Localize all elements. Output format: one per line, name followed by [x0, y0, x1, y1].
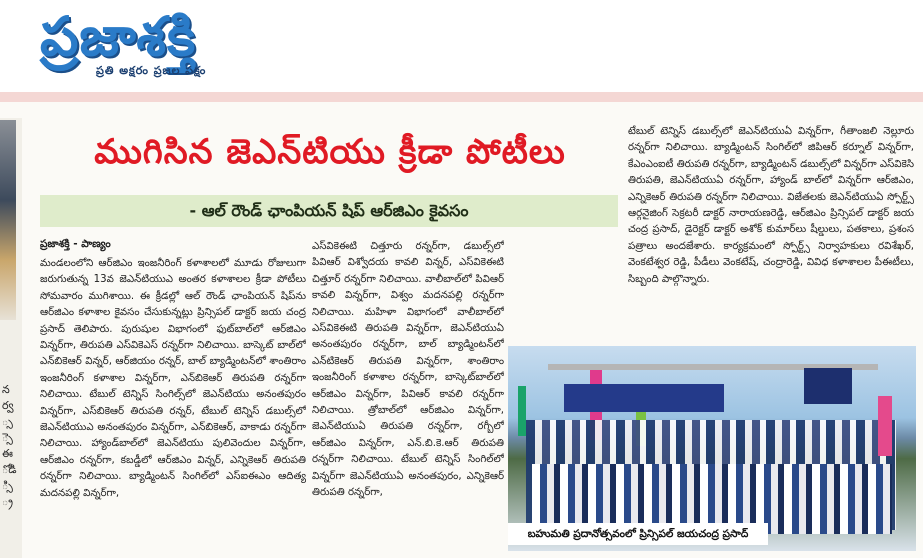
newspaper-logo: ప్రజాశక్తి — [40, 5, 197, 68]
article-column-3: టేబుల్‌ టెన్నిస్‌ డబుల్స్‌లో జెఎన్‌టియుఏ విన్నర్‌గా, గీతాంజలి నెల్లూరు రన్నర్‌గా నిలిచాయి. బ్యాడ్మింటన్‌ సింగిల్‌లో జిపిఆర్‌ కర్నూల్‌ విన్నర్‌గా, కేఎంఎంఐటీ తిరుపతి రన్నర్‌గా, బ్యాడ్మింటన్‌ డబుల్స్‌లో విన్నర్‌గా ఎస్‌వికెసి తిరుపతి, జెఎన్‌టియుఏ రన్నర్‌గా, హ్యాండ్‌ బాల్‌లో విన్నర్‌గా ఆర్‌జిఎం, ఎన్నికెఆర్‌ తిరుపతి రన్నర్‌గా నిలిచాయి. విజేతలకు జెఎన్‌టియుఏ స్పోర్ట్స్‌ ఆర్గనైజింగ్‌ సెక్రటరీ డాక్టర్‌ నారాయణరెడ్డి, ఆర్‌జిఎం ప్రిన్సిపల్‌ డాక్టర్‌ జయ చంద్ర ప్రసాద్‌, డైరెక్టర్‌ డాక్టర్‌ అశోక్‌ కుమార్‌లు షీల్డులు, పతకాలు, ప్రశంస పత్రాలు అందజేశారు. కార్యక్రమంలో స్పోర్ట్స్‌ నిర్వాహకులు రవిశేఖర్‌, వెంకటేశ్వర రెడ్డి, పీడీలు వెంకటేష్‌, చంద్రారెడ్డి, వివిధ కళాశాలల పీఈటీలు, సిబ్బంది పాల్గొన్నారు. — [628, 126, 914, 285]
prize-distribution-photo — [508, 346, 916, 551]
adjacent-photo — [0, 120, 16, 320]
college-stage-sign — [564, 384, 724, 412]
masthead — [0, 0, 923, 92]
article-dateline: ప్రజాశక్తి - పాణ్యం — [40, 238, 111, 250]
pink-flag — [878, 396, 892, 456]
photo-caption: బహుమతి ప్రదానోత్సవంలో ప్రిన్సిపల్‌ జయచంద్ర ప్రసాద్‌ — [508, 523, 768, 545]
masthead-divider — [0, 92, 923, 102]
green-flag — [518, 386, 526, 436]
article-column-2: ఎస్‌వికెఈటి చిత్తూరు రన్నర్‌గా, డబుల్స్‌లో పివిఆర్‌ విశ్వోదయ కావలి విన్నర్‌, ఎస్‌వికెఈటి చిత్తూర్‌ రన్నర్‌గా నిలిచాయి. వాలీబాల్‌లో పివిఆర్‌ కావలి విన్నర్‌గా, విశ్వం మదనపల్లి రన్నర్‌గా నిలిచాయి. మహిళా విభాగంలో వాలీబాల్‌లో ఎస్‌వికెఈటి తిరుపతి విన్నర్‌గా, జెఎన్‌టియుఏ అనంతపురం రన్నర్‌గా, బాల్‌ బ్యాడ్మింటన్‌లో ఎన్‌టికెఆర్‌ తిరుపతి విన్నర్‌గా, శాంతిరాం ఇంజనీరింగ్‌ కళాశాల రన్నర్‌గా, బాస్కెట్‌బాల్‌లో ఆర్‌జిఎం విన్నర్‌గా, పివిఆర్‌ కావలి రన్నర్‌గా నిలిచాయి. త్రోబాల్‌లో ఆర్‌జిఎం విన్నర్‌గా, జెఎన్‌టియుఏ తిరుపతి రన్నర్‌గా, రగ్బీలో ఆర్‌జిఎం విన్నర్‌గా, ఎన్‌.బి.కె.ఆర్‌ తిరుపతి రన్నర్‌గా నిలిచాయి. టేబుల్‌ టెన్నిస్‌ సింగిల్‌లో విన్నర్‌గా జెఎన్‌టియుఏ అనంతపురం, ఎన్నికెఆర్‌ తిరుపతి రన్నర్‌గా, — [312, 241, 504, 499]
article-headline: ముగిసిన జెఎన్‌టియు క్రీడా పోటీలు — [94, 132, 566, 172]
newspaper-tagline: ప్రతి అక్షరం ప్రజల పక్షం — [96, 64, 207, 77]
article-column-1: మండలంలోని ఆర్‌జిఎం ఇంజనీరింగ్‌ కళాశాలలో మూడు రోజులుగా జరుగుతున్న 13వ జెఎన్‌టియుఎ అంతర కళాశాలల క్రీడా పోటీలు సోమవారం ముగిశాయి. ఈ క్రీడల్లో ఆల్‌ రౌండ్‌ ఛాంపియన్‌ షిప్‌ను ఆర్‌జిఎం కళాశాల కైవసం చేసుకున్నట్లు ప్రిన్సిపల్‌ డాక్టర్‌ జయ చంద్ర ప్రసాద్‌ తెలిపారు. పురుషుల విభాగంలో ఫుట్‌బాల్‌లో ఆర్‌జిఎం విన్నర్‌గా, తిరుపతి ఎస్‌వికెఎస్‌ రన్నర్‌గా నిలిచాయి. బాస్కెట్‌ బాల్‌లో ఎన్‌బికెఆర్‌ విన్నర్‌, ఆర్‌జియం రన్నర్‌, బాల్‌ బ్యాడ్మింటన్‌లో శాంతిరాం ఇంజనీరింగ్‌ కళాశాల విన్నర్‌గా, ఎన్‌బికెఆర్‌ తిరుపతి రన్నర్‌గా నిలిచాయి. టేబుల్‌ టెన్నిస్‌ సింగిల్స్‌లో జెఎన్‌టియు అనంతపురం విన్నర్‌గా, ఎస్‌బికెఆర్‌ తిరుపతి రన్నర్‌, టేబుల్‌ టెన్నిస్‌ డబుల్స్‌లో జెఎన్‌టియుఎ అనంతపురం విన్నర్‌గా, ఎన్‌బికెఆర్‌, వాకాడు రన్నర్‌గా నిలిచాయి. హ్యాండ్‌బాల్‌లో జెఎన్‌టియు పులివెందుల విన్నర్‌గా, ఆర్‌జిఎం రన్నర్‌గా, కబడ్డీలో ఆర్‌జిఎం విన్నర్‌, ఎన్నికెఆర్‌ తిరుపతి రన్నర్‌గా నిలిచాయి. బ్యాడ్మింటన్‌ సింగిల్‌లో ఎస్‌ఐఈఎం ఆదిత్య మదనపల్లి విన్నర్‌గా, — [40, 258, 306, 499]
adjacent-text-fragment: న ర్వ ్స ్సె ఈ ోడి ్సి ్ర — [2, 383, 17, 508]
stage-screen — [804, 368, 852, 404]
article-subheadline: - ఆల్‌ రౌండ్‌ ఛాంపియన్‌ షిప్‌ ఆర్‌జిఎం కైవసం — [40, 195, 618, 227]
